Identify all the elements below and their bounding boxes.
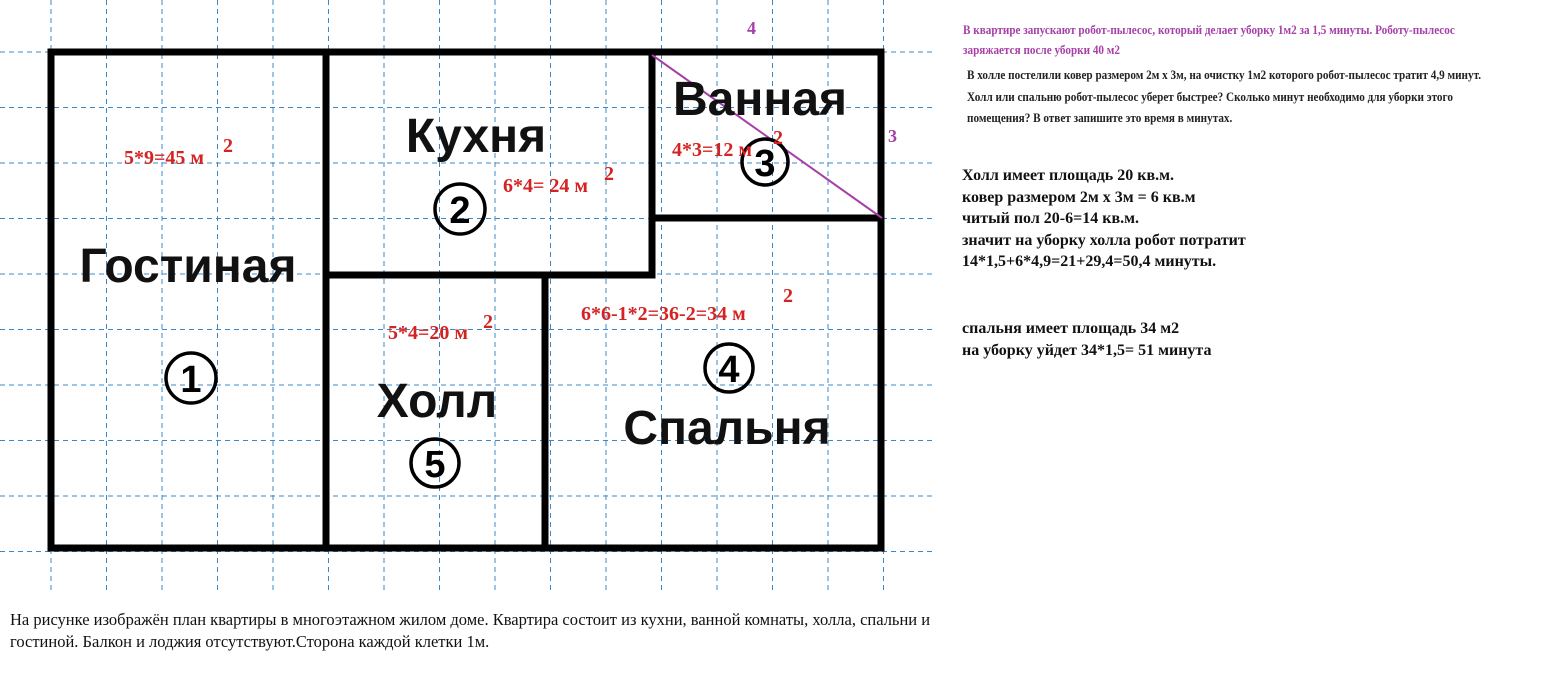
room-number-5 bbox=[411, 439, 459, 487]
area-sup-living: 2 bbox=[223, 135, 233, 157]
bathroom-height-label: 3 bbox=[888, 126, 897, 146]
room-name-living: Гостиная bbox=[79, 240, 297, 293]
task-line: Холл или спальню робот-пылесос уберет быстрее? Сколько минут необходимо для уборки этого bbox=[967, 88, 1453, 104]
area-sup-hall: 2 bbox=[483, 311, 493, 333]
area-sup-bedroom: 2 bbox=[783, 285, 793, 307]
room-name-hall: Холл bbox=[376, 375, 498, 428]
solution-bedroom bbox=[962, 318, 1562, 361]
area-label-kitchen: 6*4= 24 м bbox=[503, 175, 589, 197]
solution-line: Холл имеет площадь 20 кв.м. bbox=[962, 167, 1174, 184]
area-label-bathroom: 4*3=12 м bbox=[672, 139, 753, 161]
svg-text:3: 3 bbox=[754, 143, 776, 185]
task-text: В квартире запускают робот-пылесос, который делает уборку 1м2 за 1,5 минуты. Роботу-пылесос заряжается после уборки 40 м2 bbox=[963, 22, 1455, 57]
room-number-1 bbox=[166, 353, 216, 403]
task-line: помещения? В ответ запишите это время в минутах. bbox=[967, 110, 1233, 125]
svg-text:5: 5 bbox=[424, 444, 446, 486]
room-name-bedroom: Спальня bbox=[623, 402, 831, 455]
area-label-hall: 5*4=20 м bbox=[388, 322, 469, 344]
area-sup-kitchen: 2 bbox=[604, 163, 614, 185]
area-label-living: 5*9=45 м bbox=[124, 147, 205, 169]
task-line: В холле постелили ковер размером 2м х 3м, на очистку 1м2 которого робот-пылесос тратит 4,9 минут. bbox=[967, 67, 1482, 82]
solution-line: на уборку уйдет 34*1,5= 51 минута bbox=[962, 341, 1212, 359]
solution-line: 14*1,5+6*4,9=21+29,4=50,4 минуты. bbox=[962, 253, 1217, 270]
room-number-4 bbox=[705, 344, 753, 392]
room-number-2 bbox=[435, 184, 485, 234]
solution-line: читый пол 20-6=14 кв.м. bbox=[962, 210, 1139, 227]
solution-line: ковер размером 2м х 3м = 6 кв.м bbox=[962, 188, 1196, 206]
solution-hall bbox=[962, 165, 1562, 273]
solution-line: значит на уборку холла робот потратит bbox=[962, 231, 1246, 249]
svg-text:4: 4 bbox=[718, 349, 740, 391]
area-sup-bathroom: 2 bbox=[773, 127, 783, 149]
bathroom-width-label: 4 bbox=[747, 18, 756, 38]
caption-text: На рисунке изображён план квартиры в многоэтажном жилом доме. Квартира состоит из кухни, ванной комнаты, холла, спальни и гостиной. Балкон и лоджия отсутствуют.Сторона каждой клетки 1м. bbox=[10, 610, 931, 651]
solution-line: спальня имеет площадь 34 м2 bbox=[962, 320, 1180, 337]
svg-text:1: 1 bbox=[180, 359, 202, 401]
room-name-bathroom: Ванная bbox=[672, 73, 848, 126]
room-name-kitchen: Кухня bbox=[405, 110, 547, 163]
svg-text:2: 2 bbox=[449, 190, 471, 232]
task-details bbox=[967, 64, 1517, 129]
area-label-bedroom: 6*6-1*2=36-2=34 м bbox=[581, 303, 746, 325]
